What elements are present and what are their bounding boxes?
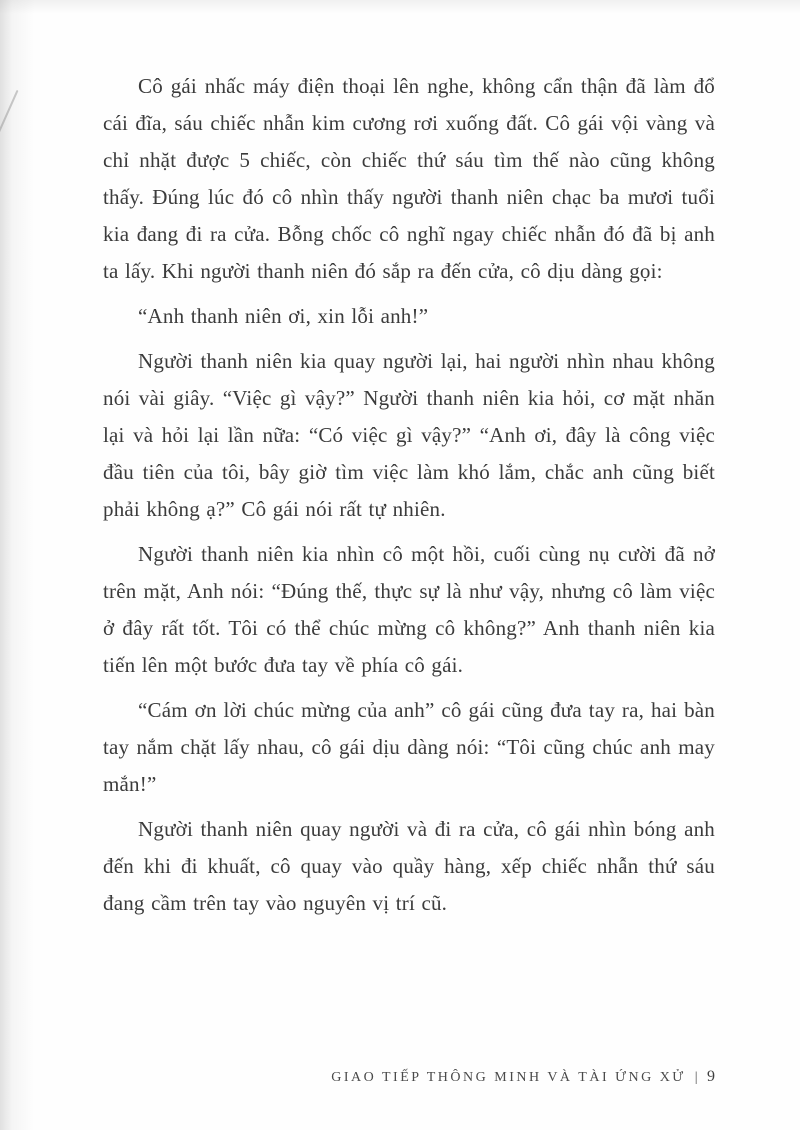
- paragraph-dialogue: “Anh thanh niên ơi, xin lỗi anh!”: [138, 304, 429, 328]
- footer-separator: |: [694, 1070, 700, 1085]
- running-title: GIAO TIẾP THÔNG MINH VÀ TÀI ỨNG XỬ: [331, 1070, 686, 1085]
- scan-shadow-left: [0, 0, 34, 1130]
- paragraph-dialogue: “Cám ơn lời chúc mừng của anh” cô gái cũng đưa tay ra, hai bàn tay nắm chặt lấy nhau, cô gái dịu dàng nói: “Tôi cũng chúc anh may mắn!”: [103, 698, 715, 796]
- paragraph: Cô gái nhấc máy điện thoại lên nghe, không cẩn thận đã làm đổ cái đĩa, sáu chiếc nhẫn kim cương rơi xuống đất. Cô gái vội vàng và chỉ nhặt được 5 chiếc, còn chiếc thứ sáu tìm thế nào cũng không thấy. Đúng lúc đó cô nhìn thấy người thanh niên chạc ba mươi tuổi kia đang đi ra cửa. Bỗng chốc cô nghĩ ngay chiếc nhẫn đó đã bị anh ta lấy. Khi người thanh niên đó sắp ra đến cửa, cô dịu dàng gọi:: [103, 74, 715, 283]
- page-footer: [331, 1068, 715, 1086]
- paragraph: Người thanh niên kia quay người lại, hai người nhìn nhau không nói vài giây. “Việc gì vậy?” Người thanh niên kia hỏi, cơ mặt nhăn lại và hỏi lại lần nữa: “Có việc gì vậy?” “Anh ơi, đây là công việc đầu tiên của tôi, bây giờ tìm việc làm khó lắm, chắc anh cũng biết phải không ạ?” Cô gái nói rất tự nhiên.: [103, 349, 715, 521]
- scan-shadow-top: [0, 0, 800, 14]
- scan-artifact-mark: [0, 90, 18, 138]
- paragraph: Người thanh niên quay người và đi ra cửa, cô gái nhìn bóng anh đến khi đi khuất, cô quay vào quầy hàng, xếp chiếc nhẫn thứ sáu đang cầm trên tay vào nguyên vị trí cũ.: [103, 817, 715, 915]
- page-body-text: [103, 68, 715, 930]
- page-number: 9: [707, 1068, 715, 1085]
- paragraph: Người thanh niên kia nhìn cô một hồi, cuối cùng nụ cười đã nở trên mặt, Anh nói: “Đúng thế, thực sự là như vậy, nhưng cô làm việc ở đây rất tốt. Tôi có thể chúc mừng cô không?” Anh thanh niên kia tiến lên một bước đưa tay về phía cô gái.: [103, 542, 715, 677]
